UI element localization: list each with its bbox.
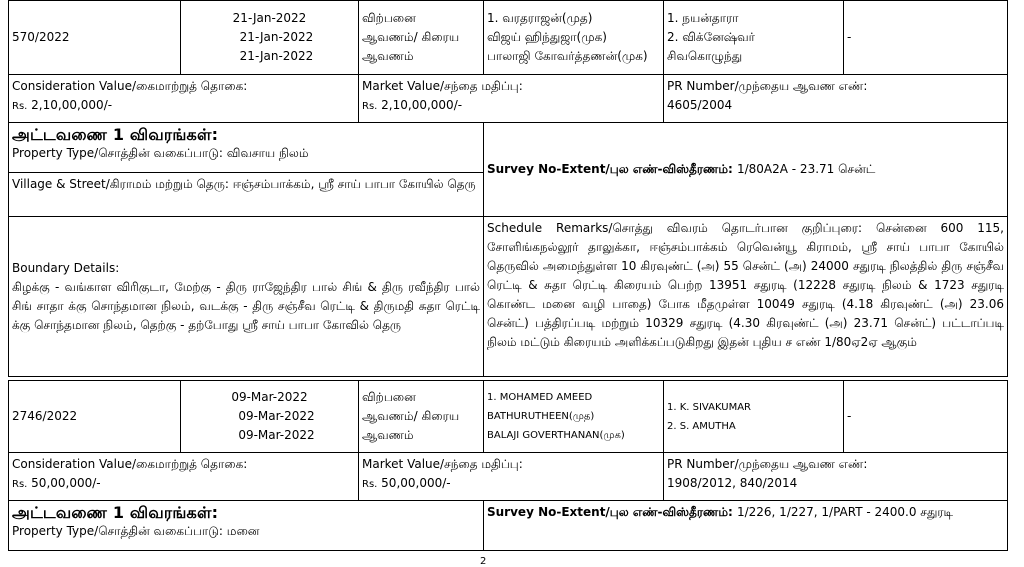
survey-extent: Survey No-Extent/புல எண்-விஸ்தீரணம்: 1/226, 1/227, 1/PART - 2400.0 சதுரடி [484, 501, 1008, 551]
executants: 1. வரதராஜன்(முத) விஜய் ஹிந்துஜா(முக) பாலாஜி கோவர்த்தணன்(முக) [484, 1, 664, 75]
date-line: 09-Mar-2022 [238, 409, 315, 423]
page-number: 2 [480, 556, 487, 567]
claimants: 1. நயன்தாரா 2. விக்னேஷ்வர் சிவகொழுந்து [664, 1, 844, 75]
schedule-title: அட்டவணை 1 விவரங்கள்: [12, 125, 219, 144]
remark-cell: - [844, 381, 1008, 453]
consideration-value: Consideration Value/கைமாற்றுத் தொகை: Rs. 2,10,00,000/- [9, 75, 359, 123]
date-line: 21-Jan-2022 [239, 49, 314, 63]
boundary-details: Boundary Details: கிழக்கு - வங்காள விரிகுடா, மேற்கு - திரு ராஜேந்திர பால் சிங் & திரு ரவீந்திர பால் சிங் சாதா க்கு சொந்தமான நிலம், வடக்கு - திரு சஞ்சீவ ரெட்டி & திருமதி சுதா ரெட்டி க்கு சொந்தமான நிலம், தெற்கு - தற்போது ஸ்ரீ சாய் பாபா கோவில் தெரு [9, 217, 484, 377]
remark-cell: - [844, 1, 1008, 75]
executants: 1. MOHAMED AMEED BATHURUTHEEN(முத) BALAJI GOVERTHANAN(முக) [484, 381, 664, 453]
property-type-cell: அட்டவணை 1 விவரங்கள்: Property Type/சொத்தின் வகைப்பாடு: மனை [9, 501, 484, 551]
consideration-value: Consideration Value/கைமாற்றுத் தொகை: Rs. 50,00,000/- [9, 453, 359, 501]
date-line: 21-Jan-2022 [239, 30, 314, 44]
claimants: 1. K. SIVAKUMAR 2. S. AMUTHA [664, 381, 844, 453]
date-line: 09-Mar-2022 [238, 428, 315, 442]
pr-number: PR Number/முந்தைய ஆவண எண்: 4605/2004 [664, 75, 1008, 123]
schedule-remarks: Schedule Remarks/சொத்து விவரம் தொடர்பான குறிப்புரை: சென்னை 600 115, சோளிங்கநல்லூர் தாலுக்கா, ஈஞ்சம்பாக்கம் ரெவென்யூ கிராமம், ஸ்ரீ சாய் பாபா கோயில் தெருவில் அமைந்துள்ள 10 கிரவுண்ட் (அ) 55 சென்ட் (அ) 24000 சதுரடி நிலத்தில் திரு சஞ்சீவ ரெட்டி & சுதா ரெட்டி கிரையம் பெற்ற 13951 சதுரடி (12228 சதுரடி நிலம் & 1723 சதுரடி கொண்ட மனை வழி பாதை) போக மீதமுள்ள 10049 சதுரடி (4.18 கிரவுண்ட் (அ) 23.06 சென்ட்) பத்திரப்படி மற்றும் 10329 சதுரடி (4.30 கிரவுண்ட் (அ) 23.71 சென்ட்) பட்டாப்படி நிலம் மட்டும் கிரையம் அளிக்கப்படுகிறது இதன் புதிய ச எண் 1/80ஏ2ஏ ஆகும் [484, 217, 1008, 377]
pr-number: PR Number/முந்தைய ஆவண எண்: 1908/2012, 840/2014 [664, 453, 1008, 501]
survey-extent: Survey No-Extent/புல எண்-விஸ்தீரணம்: 1/80A2A - 23.71 சென்ட் [484, 123, 1008, 217]
document-number: 570/2022 [9, 1, 181, 75]
deed-type: விற்பனை ஆவணம்/ கிரைய ஆவணம் [359, 381, 484, 453]
date-cell [181, 381, 359, 453]
document-number: 2746/2022 [9, 381, 181, 453]
record-table-2 [8, 380, 1008, 551]
date-cell [181, 1, 359, 75]
village-street: Village & Street/கிராமம் மற்றும் தெரு: ஈஞ்சம்பாக்கம், ஸ்ரீ சாய் பாபா கோயில் தெரு [9, 173, 484, 217]
date-line: 09-Mar-2022 [231, 390, 308, 404]
deed-type: விற்பனை ஆவணம்/ கிரைய ஆவணம் [359, 1, 484, 75]
market-value: Market Value/சந்தை மதிப்பு: Rs. 50,00,000/- [359, 453, 664, 501]
market-value: Market Value/சந்தை மதிப்பு: Rs. 2,10,00,000/- [359, 75, 664, 123]
date-line: 21-Jan-2022 [232, 11, 307, 25]
property-type-cell: அட்டவணை 1 விவரங்கள்: Property Type/சொத்தின் வகைப்பாடு: விவசாய நிலம் [9, 123, 484, 173]
schedule-title: அட்டவணை 1 விவரங்கள்: [12, 503, 219, 522]
record-table-1 [8, 0, 1008, 377]
